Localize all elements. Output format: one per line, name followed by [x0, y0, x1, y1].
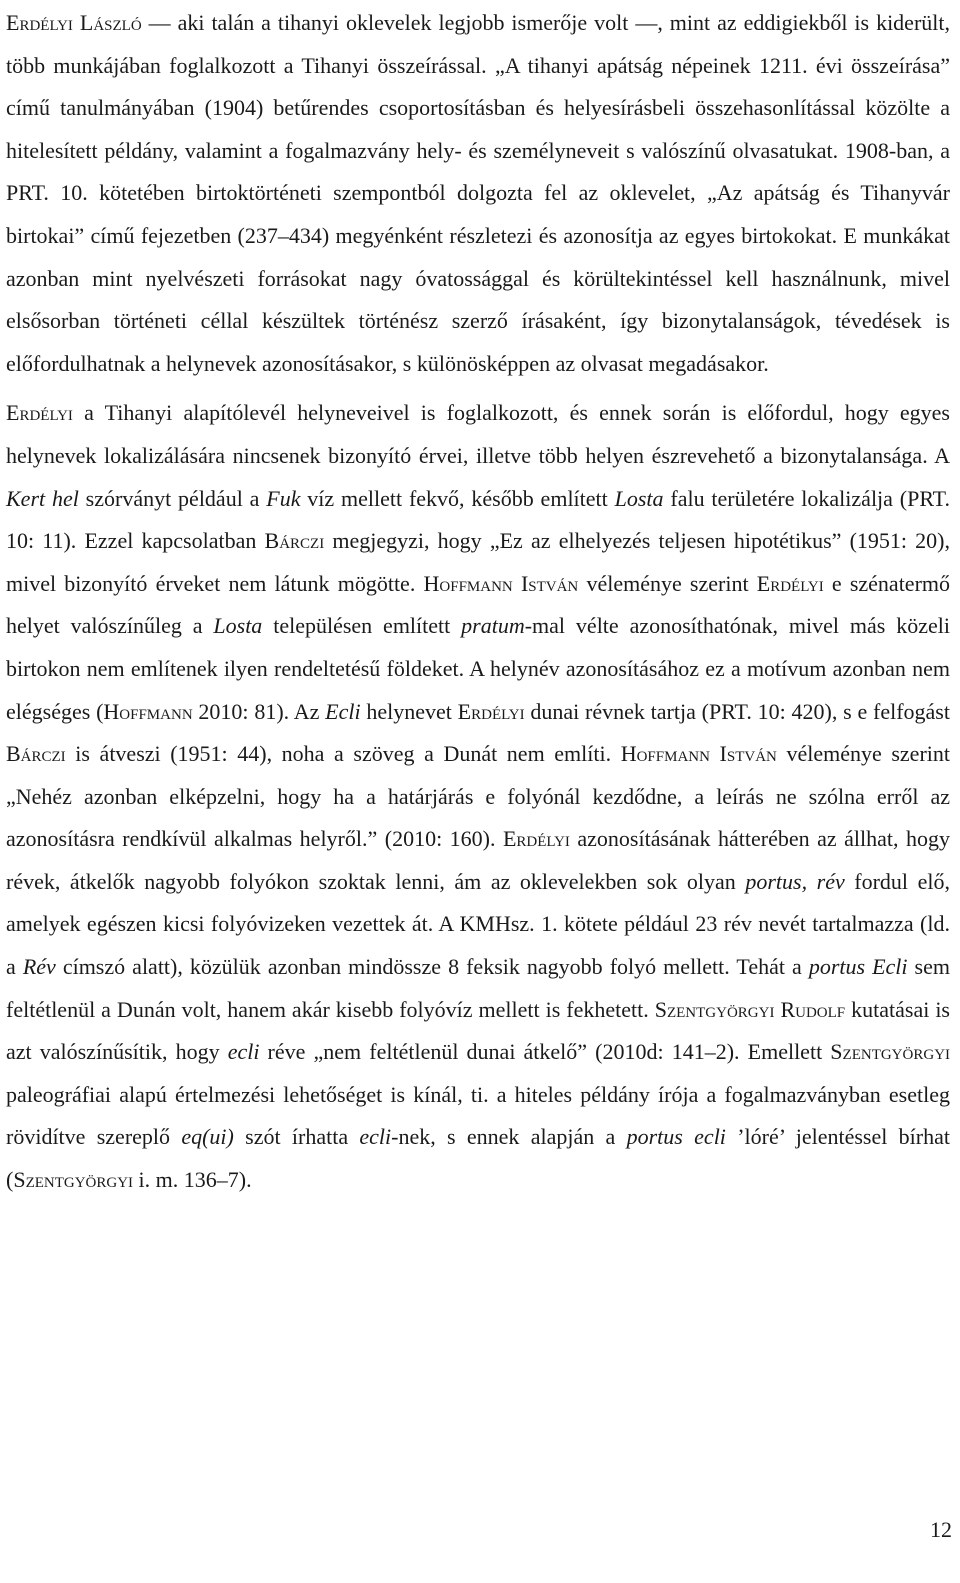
text-run: véleménye szerint — [578, 570, 757, 596]
text-run: falu területére lokalizálja (PRT. 10: 11). Ezzel kapcsolatban — [6, 485, 950, 554]
text-run: i. m. 136–7). — [133, 1167, 252, 1193]
text-run: paleográfiai alapú értelmezési lehetőséget is kínál, ti. a hiteles példány írója a fogalmazványban esetleg rövidítve szereplő — [6, 1081, 950, 1150]
text-run: szót írhatta — [233, 1124, 360, 1150]
author-name: Szentgyörgyi — [13, 1167, 134, 1193]
text-run: réve „nem feltétlenül dunai átkelő” (2010d: 141–2). Emellett — [259, 1039, 831, 1065]
italic-term: Rév — [22, 954, 56, 980]
text-run: — aki talán a tihanyi oklevelek legjobb ismerője volt —, mint az eddigiekből is kiderült, több munkájában foglalkozott a Tihanyi összeírással. „A tihanyi apátság népeinek 1211. évi összeírása” című tanulmányában (1904) betűrendes csoportosításban és helyesírásbeli összehasonlítással közölte a hitelesített példány, valamint a fogalmazvány hely- és személyneveit s valószínű olvasatukat. 1908-ban, a PRT. 10. kötetében birtoktörténeti szempontból dolgozta fel az oklevelet, „Az apátság és Tihanyvár birtokai” című fejezetben (237–434) megyénként részletezi és azonosítja az egyes birtokokat. E munkákat azonban mint nyelvészeti forrásokat nagy óvatossággal és körültekintéssel kell használnunk, mivel elsősorban történeti céllal készültek történész szerző írásaként, így bizonytalanságok, tévedések is előfordulhatnak a helynevek azonosításakor, s különösképpen az olvasat megadásakor. — [6, 10, 950, 376]
text-run: e szénatermő helyet valószínűleg a — [6, 570, 951, 639]
author-name: Bárczi — [6, 741, 66, 767]
italic-term: portus ecli — [626, 1124, 726, 1150]
text-run: helynevet — [360, 698, 458, 724]
author-name: Hoffmann — [103, 698, 193, 724]
text-run: -nek, s ennek alapján a — [391, 1124, 627, 1150]
text-run: településen említett — [262, 613, 462, 639]
text-run: sem feltétlenül a Dunán volt, hanem akár kisebb folyóvíz mellett is fekhetett. — [6, 954, 950, 1022]
text-run: ’lóré’ jelentéssel bírhat ( — [6, 1124, 950, 1193]
author-name: Hoffmann István — [423, 570, 579, 596]
italic-term: portus Ecli — [808, 954, 908, 980]
text-run: kutatásai is azt valószínűsítik, hogy — [6, 996, 950, 1065]
body-paragraph — [6, 0, 950, 385]
document-page — [6, 0, 950, 1202]
text-run: is átveszi (1951: 44), noha a szöveg a Dunát nem említi. — [65, 741, 621, 767]
italic-term: ecli — [227, 1039, 260, 1065]
text-run: címszó alatt), közülük azonban mindössze 8 feksik nagyobb folyó mellett. Tehát a — [55, 954, 809, 980]
text-run: 2010: 81). Az — [192, 698, 326, 724]
text-run: megjegyzi, hogy „Ez az elhelyezés teljesen hipotétikus” (1951: 20), mivel bizonyító érveket nem látunk mögötte. — [6, 528, 951, 596]
author-name: Erdélyi — [756, 570, 824, 596]
author-name: Bárczi — [264, 528, 325, 554]
italic-term: ecli — [359, 1124, 392, 1150]
page-number: 12 — [930, 1517, 952, 1542]
italic-term: Losta — [614, 485, 664, 511]
body-paragraph — [6, 392, 950, 1201]
text-run: fordul elő, amelyek egészen kicsi folyóvizeken vezettek át. A KMHsz. 1. kötete például 23 rév nevét tartalmazza (ld. a — [6, 868, 950, 980]
text-run: azonosításának hátterében az állhat, hogy révek, átkelők nagyobb folyókon szoktak lenni, ám az oklevelekben sok olyan — [6, 826, 950, 894]
italic-term: pratum — [461, 613, 525, 639]
italic-term: Ecli — [325, 698, 361, 724]
author-name: Szentgyörgyi Rudolf — [654, 996, 846, 1022]
italic-term: Kert hel — [6, 485, 79, 511]
text-run: -mal vélte azonosíthatónak, mivel más közeli birtokon nem említenek ilyen rendeltetésű földeket. A helynév azonosításához ez a motívum azonban nem elégséges ( — [6, 613, 950, 724]
text-run: a Tihanyi alapítólevél helyneveivel is foglalkozott, és ennek során is előfordul, hogy egyes helynevek lokalizálására nincsenek bizonyító érvei, illetve több helyen észrevehető a bizonytalansága. A — [6, 400, 950, 468]
text-run: szórványt például a — [78, 485, 267, 511]
text-run: víz mellett fekvő, később említett — [300, 485, 615, 511]
author-name: Erdélyi László — [6, 10, 142, 35]
author-name: Erdélyi — [6, 400, 73, 426]
text-run: dunai révnek tartja (PRT. 10: 420), s e felfogást — [524, 698, 950, 724]
author-name: Hoffmann István — [620, 741, 777, 767]
italic-term: Fuk — [266, 485, 301, 511]
text-run: véleménye szerint „Nehéz azonban elképzelni, hogy ha a határjárás e folyónál kezdődne, a leírás ne szólna erről az azonosításra rendkívül alkalmas helyről.” (2010: 160). — [6, 741, 950, 852]
italic-term: eq(ui) — [181, 1124, 234, 1150]
italic-term: Losta — [213, 613, 263, 639]
author-name: Szentgyörgyi — [830, 1039, 951, 1065]
author-name: Erdélyi — [457, 698, 525, 724]
author-name: Erdélyi — [502, 826, 570, 852]
italic-term: portus, rév — [745, 868, 845, 894]
